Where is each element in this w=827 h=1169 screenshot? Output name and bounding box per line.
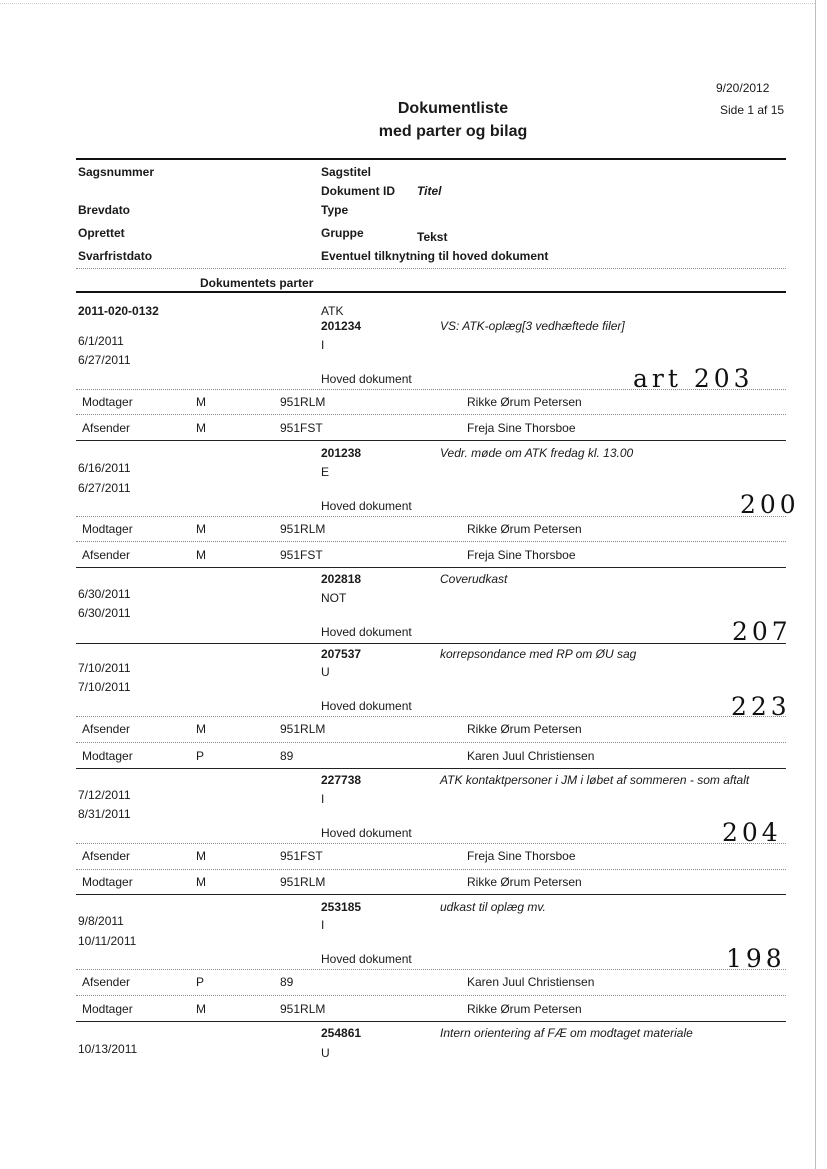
party-role: Modtager <box>82 395 133 409</box>
table-top-rule <box>76 291 786 293</box>
party-name: Rikke Ørum Petersen <box>467 395 582 409</box>
row-divider <box>76 716 786 717</box>
col-parter: Dokumentets parter <box>200 276 314 290</box>
doc-title: VS: ATK-oplæg[3 vedhæftede filer] <box>440 319 625 333</box>
hoved-dokument-label: Hoved dokument <box>321 499 412 513</box>
party-name: Rikke Ørum Petersen <box>467 1002 582 1016</box>
row-divider <box>76 869 786 870</box>
col-dokument-id: Dokument ID <box>321 184 396 198</box>
doc-brevdato: 7/12/2011 <box>78 788 131 802</box>
row-divider <box>76 995 786 996</box>
doc-title: Intern orientering af FÆ om modtaget materiale <box>440 1026 693 1040</box>
party-name: Freja Sine Thorsboe <box>467 548 576 562</box>
party-name: Rikke Ørum Petersen <box>467 522 582 536</box>
handwritten-note: 198 <box>726 944 786 973</box>
doc-id: 202818 <box>321 572 362 586</box>
doc-oprettet: 6/27/2011 <box>78 353 131 367</box>
party-code: M <box>196 395 206 409</box>
party-name: Karen Juul Christiensen <box>467 975 595 989</box>
doc-brevdato: 9/8/2011 <box>78 914 124 928</box>
party-ref: 951RLM <box>280 522 326 536</box>
scan-edge-right <box>815 0 816 1169</box>
hoved-dokument-label: Hoved dokument <box>321 372 412 386</box>
hoved-dokument-label: Hoved dokument <box>321 625 412 639</box>
doc-brevdato: 6/1/2011 <box>78 334 124 348</box>
case-number: 2011-020-0132 <box>78 304 159 318</box>
party-role: Afsender <box>82 975 131 989</box>
party-name: Rikke Ørum Petersen <box>467 722 582 736</box>
doc-oprettet: 6/30/2011 <box>78 606 131 620</box>
doc-brevdato: 6/16/2011 <box>78 461 131 475</box>
row-divider <box>76 541 786 542</box>
party-name: Freja Sine Thorsboe <box>467 421 576 435</box>
doc-oprettet: 6/27/2011 <box>78 481 131 495</box>
doc-id: 253185 <box>321 900 362 914</box>
party-role: Modtager <box>82 875 133 889</box>
doc-divider <box>76 567 786 568</box>
party-ref: 951FST <box>280 421 323 435</box>
handwritten-note: 204 <box>722 818 782 847</box>
page-number: Side 1 af 15 <box>720 103 785 117</box>
page-title: Dokumentliste <box>397 100 509 117</box>
hoved-dokument-label: Hoved dokument <box>321 952 412 966</box>
doc-type: E <box>321 465 330 479</box>
col-type: Type <box>321 203 349 217</box>
print-date: 9/20/2012 <box>716 81 770 95</box>
case-title: ATK <box>321 304 344 318</box>
doc-title: Coverudkast <box>440 572 508 586</box>
doc-type: U <box>321 1046 330 1060</box>
col-brevdato: Brevdato <box>78 203 131 217</box>
party-code: M <box>196 722 206 736</box>
party-code: M <box>196 1002 206 1016</box>
party-code: P <box>196 975 205 989</box>
doc-type: NOT <box>321 591 347 605</box>
party-ref: 951FST <box>280 548 323 562</box>
page-subtitle: med parter og bilag <box>378 123 528 140</box>
doc-oprettet: 7/10/2011 <box>78 680 131 694</box>
party-role: Modtager <box>82 749 133 763</box>
doc-divider <box>76 768 786 769</box>
party-role: Modtager <box>82 1002 133 1016</box>
doc-type: I <box>321 338 325 352</box>
doc-id: 201238 <box>321 446 362 460</box>
row-divider <box>76 389 786 390</box>
row-divider <box>76 969 786 970</box>
party-ref: 951RLM <box>280 722 326 736</box>
party-ref: 89 <box>280 975 294 989</box>
doc-title: ATK kontaktpersoner i JM i løbet af sommeren - som aftalt <box>440 773 750 787</box>
party-name: Freja Sine Thorsboe <box>467 849 576 863</box>
party-code: P <box>196 749 205 763</box>
header-divider <box>76 268 786 269</box>
doc-title: Vedr. møde om ATK fredag kl. 13.00 <box>440 446 634 460</box>
party-role: Afsender <box>82 421 131 435</box>
party-code: M <box>196 875 206 889</box>
party-role: Afsender <box>82 548 131 562</box>
doc-type: U <box>321 665 330 679</box>
handwritten-note: 223 <box>731 692 791 721</box>
col-sagstitel: Sagstitel <box>321 165 372 179</box>
party-role: Afsender <box>82 722 131 736</box>
doc-id: 254861 <box>321 1026 362 1040</box>
handwritten-note: 200 <box>740 490 800 519</box>
row-divider <box>76 414 786 415</box>
handwritten-note: art 203 <box>633 364 754 393</box>
doc-divider <box>76 643 786 644</box>
doc-brevdato: 7/10/2011 <box>78 661 131 675</box>
doc-id: 201234 <box>321 319 362 333</box>
party-ref: 951RLM <box>280 875 326 889</box>
col-svarfristdato: Svarfristdato <box>78 249 153 263</box>
hoved-dokument-label: Hoved dokument <box>321 826 412 840</box>
col-oprettet: Oprettet <box>78 226 125 240</box>
handwritten-note: 207 <box>732 617 792 646</box>
doc-brevdato: 6/30/2011 <box>78 587 131 601</box>
doc-divider <box>76 440 786 441</box>
doc-title: udkast til oplæg mv. <box>440 900 546 914</box>
party-code: M <box>196 522 206 536</box>
col-tekst: Tekst <box>417 230 448 244</box>
party-code: M <box>196 548 206 562</box>
col-titel: Titel <box>417 184 442 198</box>
party-code: M <box>196 421 206 435</box>
doc-type: I <box>321 918 325 932</box>
doc-oprettet: 10/11/2011 <box>78 934 137 948</box>
header-rule <box>76 158 786 160</box>
party-role: Afsender <box>82 849 131 863</box>
party-name: Karen Juul Christiensen <box>467 749 595 763</box>
row-divider <box>76 516 786 517</box>
party-ref: 89 <box>280 749 294 763</box>
party-ref: 951RLM <box>280 1002 326 1016</box>
col-gruppe: Gruppe <box>321 226 364 240</box>
hoved-dokument-label: Hoved dokument <box>321 699 412 713</box>
doc-id: 207537 <box>321 647 362 661</box>
party-ref: 951RLM <box>280 395 326 409</box>
doc-id: 227738 <box>321 773 362 787</box>
doc-type: I <box>321 792 325 806</box>
row-divider <box>76 742 786 743</box>
party-name: Rikke Ørum Petersen <box>467 875 582 889</box>
doc-oprettet: 8/31/2011 <box>78 807 131 821</box>
col-sagsnummer: Sagsnummer <box>78 165 155 179</box>
doc-divider <box>76 1021 786 1022</box>
row-divider <box>76 843 786 844</box>
party-code: M <box>196 849 206 863</box>
doc-title: korrepsondance med RP om ØU sag <box>440 647 637 661</box>
scan-edge <box>0 3 815 4</box>
party-ref: 951FST <box>280 849 323 863</box>
party-role: Modtager <box>82 522 133 536</box>
doc-divider <box>76 894 786 895</box>
col-tilknytning: Eventuel tilknytning til hoved dokument <box>321 249 549 263</box>
doc-brevdato: 10/13/2011 <box>78 1042 138 1056</box>
